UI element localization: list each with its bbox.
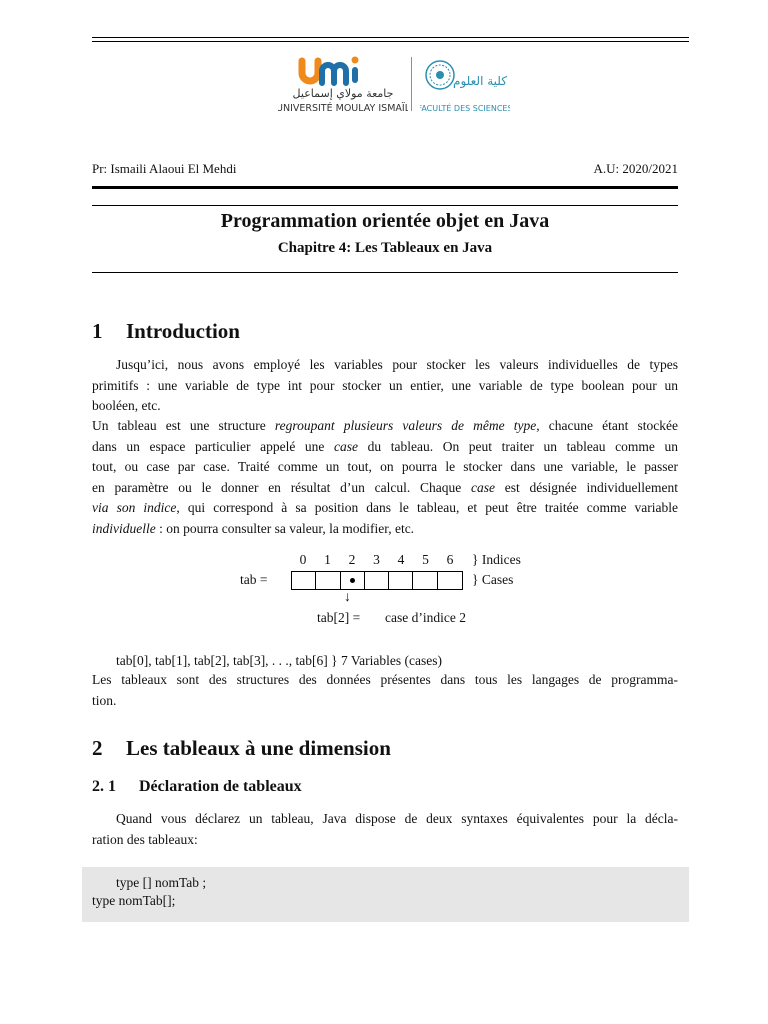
author-label: Pr: Ismaili Alaoui El Mehdi [92,161,237,176]
emphasis-text: case [334,438,359,454]
text-line: Jusqu’ici, nous avons employé les variables pour stocker les valeurs individuelles de types [116,357,678,372]
tab2-label: tab[2] = [317,610,361,625]
array-cell [413,572,437,589]
cell-dot [350,578,355,583]
code-line: type [] nomTab ; [116,875,207,890]
index-label: 5 [422,552,429,567]
index-label: 3 [373,552,380,567]
index-label: 2 [348,552,356,567]
svg-text:UNIVERSITÉ MOULAY ISMAÏL: UNIVERSITÉ MOULAY ISMAÏL [278,103,408,114]
intro-paragraph-4 [92,670,678,711]
text-line [92,437,678,458]
text-run: , chacune étant stockée [536,418,678,433]
text-run: dans un espace particulier appelé une [92,438,335,454]
code-block [82,867,689,922]
title-rule-top [92,205,678,206]
text-line: primitifs : une variable de type int pour stocker un entier, une variable de type boolean pour un [92,377,678,393]
tab2-description: case d’indice 2 [385,610,466,625]
section-heading-tableaux [92,736,391,761]
array-cell [292,572,316,589]
indices-brace-label: } Indices [472,552,521,567]
umi-logo [278,55,408,117]
down-arrow-icon: ↓ [344,590,351,605]
faculty-logo [420,55,510,117]
emphasis-text: case [471,479,496,495]
code-line: type nomTab[]; [92,893,176,908]
section-heading-introduction [92,319,240,344]
logo-separator [411,57,412,111]
top-rule-double [92,41,689,42]
array-cell [341,572,365,589]
index-label: 0 [299,552,307,567]
text-line [92,498,678,519]
text-run: en paramètre ou le donner en résultat d’un calcul. Chaque [92,479,472,495]
array-cell [316,572,340,589]
array-cell [389,572,413,589]
thick-rule [92,186,678,189]
array-cell [365,572,389,589]
text-line: booléen, etc. [92,398,161,413]
section-number: 1 [92,319,103,343]
text-run: du tableau. On peut traiter un tableau comme un [358,438,678,454]
variables-line [92,651,678,672]
subsection-heading-declaration [92,778,302,796]
intro-paragraph-2 [92,416,678,539]
cases-brace-label: } Cases [472,572,514,587]
text-line: Les tableaux sont des structures des données présentes dans tous les langages de programma- [92,672,678,687]
section-title: Introduction [126,319,240,343]
emphasis-text: individuelle [92,520,156,536]
page-title: Programmation orientée objet en Java [220,210,550,232]
array-diagram [240,550,540,630]
intro-paragraph-1 [92,355,678,417]
text-line: tab[0], tab[1], tab[2], tab[3], . . ., tab[6] } 7 Variables (cases) [116,653,442,668]
index-label: 1 [324,552,331,567]
academic-year-label: A.U: 2020/2021 [593,161,678,176]
text-line [92,519,678,540]
text-run: Un tableau est une structure [92,418,275,433]
text-line [92,416,678,437]
text-line [92,478,678,499]
svg-text:كلية العلوم: كلية العلوم [453,74,507,88]
svg-text:FACULTÉ DES SCIENCES: FACULTÉ DES SCIENCES [420,104,510,113]
text-run: , qui correspond à sa position dans le tableau, et peut être traitée comme variable [176,500,679,515]
text-run: est désignée individuellement [495,479,678,495]
text-line: ration des tableaux: [92,831,198,847]
text-run: : on pourra consulter sa valeur, la modifier, etc. [155,520,415,536]
index-label: 4 [397,552,405,567]
subsection-number: 2. 1 [92,778,116,795]
declaration-paragraph [92,809,678,850]
title-rule-bottom [92,272,678,273]
text-line: Quand vous déclarez un tableau, Java dispose de deux syntaxes équivalentes pour la décla- [116,811,678,826]
tab-label: tab = [240,572,268,587]
section-number: 2 [92,736,103,760]
chapter-subtitle: Chapitre 4: Les Tableaux en Java [277,240,493,256]
array-cells [291,571,463,590]
subsection-title: Déclaration de tableaux [139,778,302,795]
text-line: tion. [92,692,117,708]
top-rule [92,37,689,38]
header-logos [270,55,510,120]
emphasis-text: via son indice [92,500,177,515]
text-line: tout, ou case par case. Traité comme un tout, on pourra le stocker dans une variable, le passer [92,459,678,474]
section-title: Les tableaux à une dimension [126,736,391,760]
svg-text:جامعة مولاي إسماعيل: جامعة مولاي إسماعيل [292,87,394,100]
emphasis-text: regroupant plusieurs valeurs de même type [274,418,537,433]
index-label: 6 [446,552,454,567]
array-cell [438,572,462,589]
